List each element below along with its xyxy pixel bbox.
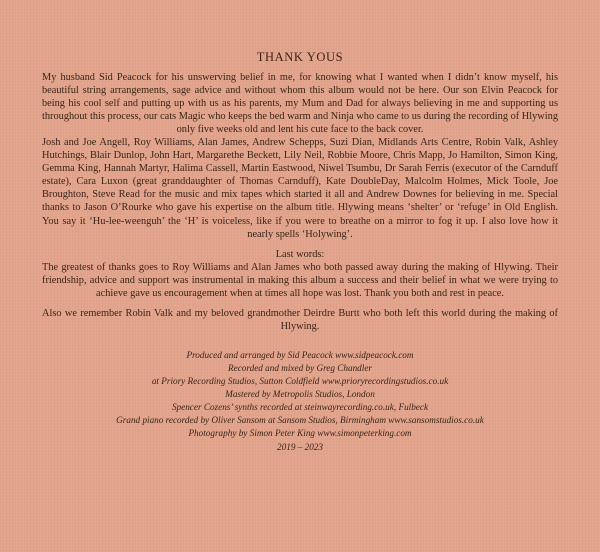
- credit-line: [42, 349, 558, 362]
- credit-line: [42, 427, 558, 440]
- credit-url[interactable]: steinwayrecording.co.uk, Fulbeck: [304, 402, 429, 413]
- credit-url[interactable]: www.prioryrecordingstudios.co.uk: [321, 376, 449, 387]
- credit-url[interactable]: www.sansomstudios.co.uk: [388, 415, 484, 426]
- spacer: [42, 241, 558, 248]
- paragraph-in-memoriam: The greatest of thanks goes to Roy Williams and Alan James who both passed away during the making of Hlywing. Their friendship, advice and support was instrumental in making this album a success and their belief in what we were trying to achieve gave us encouragement when at times all hope was lost. Thank you both and rest in peace.: [42, 261, 558, 299]
- credit-line: [42, 414, 558, 427]
- credit-line: [42, 362, 558, 375]
- last-words-heading: Last words:: [275, 248, 325, 260]
- credit-text: at Priory Recording Studios, Sutton Coldfield: [151, 376, 322, 387]
- credit-text: Photography by Simon Peter King: [188, 428, 318, 439]
- credit-url[interactable]: www.sidpeacock.com: [335, 349, 414, 360]
- credit-text: Produced and arranged by Sid Peacock: [186, 349, 336, 360]
- credit-text: 2019 – 2023: [277, 441, 323, 452]
- paragraph-remembrance: Also we remember Robin Valk and my beloved grandmother Deirdre Burtt who both left this world during the making of Hlywing.: [42, 307, 558, 332]
- credits-block: [42, 349, 558, 454]
- credit-text: Mastered by Metropolis Studios, London: [225, 389, 375, 400]
- page-title: THANK YOUS: [256, 50, 344, 64]
- credit-text: Grand piano recorded by Oliver Sansom at Sansom Studios, Birmingham: [116, 415, 389, 426]
- credit-line: [42, 441, 558, 454]
- credit-text: Recorded and mixed by Greg Chandler: [228, 362, 372, 373]
- paragraph-family: My husband Sid Peacock for his unswerving belief in me, for knowing what I wanted when I didn’t know myself, his beautiful string arrangements, sage advice and without whom this album would not be here. Our son Elvin Peacock for being his cool self and putting up with us as his parents, my Mum and Dad for always believing in me and supporting us throughout this process, our cats Magic who keeps the bed warm and Ninja who came to us during the recording of Hlywing only five weeks old and lent his cute face to the back cover.: [42, 72, 558, 136]
- credit-line: [42, 401, 558, 414]
- paragraph-acknowledgements: Josh and Joe Angell, Roy Williams, Alan James, Andrew Schepps, Suzi Dian, Midlands Arts Centre, Robin Valk, Ashley Hutchings, Blair Dunlop, John Hart, Margarethe Beckett, Lily Neil, Robbie Moore, Chris Mapp, Jo Hamilton, Simon King, Gemma King, Hannah Martyr, Halima Cassell, Martin Eastwood, Niwel Tsumbu, Dr Sarah Ferris (executor of the Carnduff estate), Cara Luxon (great granddaughter of Thomas Carnduff), Kate DoubleDay, Malcolm Holmes, Mick Toole, Joe Broughton, Steve Read for the music and mix tapes which started it all and Andrew Downes for believing in me. Special thanks to Jason O’Rourke who gave his expertise on the album title. Hlywing means ‘shelter’ or ‘refuge’ in Old English. You say it ‘Hu-lee-weenguh’ the ‘H’ is voiceless, like if you were to breathe on a mirror to fog it up. I also love how it nearly spells ‘Holywing’.: [42, 137, 558, 240]
- credit-line: [42, 375, 558, 388]
- spacer: [42, 300, 558, 307]
- credit-line: [42, 388, 558, 401]
- credit-url[interactable]: www.simonpeterking.com: [317, 428, 412, 439]
- credit-text: Spencer Cozens’ synths recorded at: [171, 402, 305, 413]
